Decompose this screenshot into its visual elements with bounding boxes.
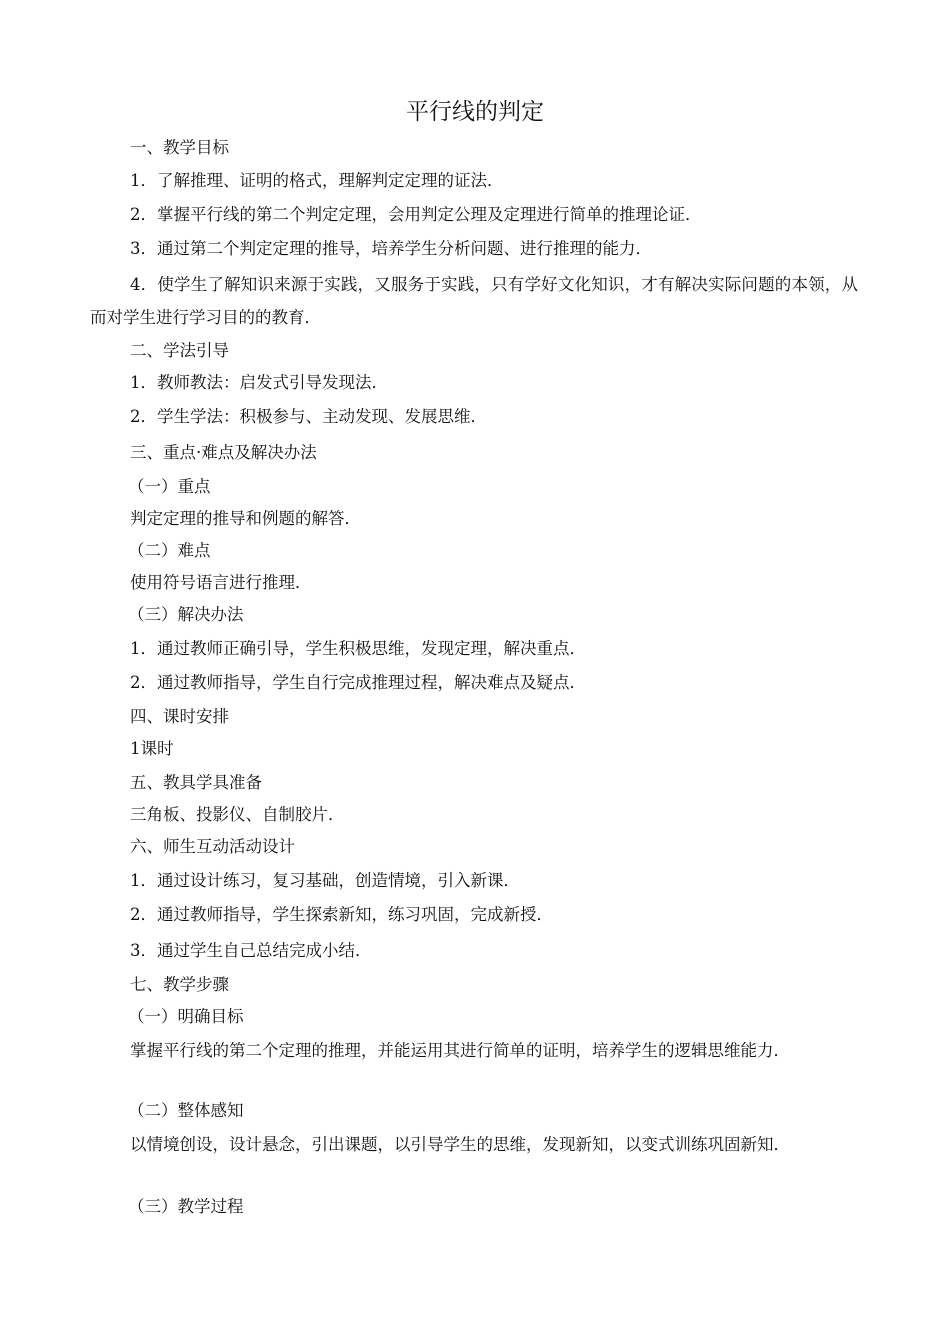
schedule-text: 1课时	[130, 739, 174, 758]
objective-item-3: 3．通过第二个判定定理的推导，培养学生分析问题、进行推理的能力．	[130, 239, 652, 258]
method-item-1: 1．教师教法：启发式引导发现法．	[130, 373, 388, 392]
key-point-text: 判定定理的推导和例题的解答．	[130, 509, 361, 528]
activity-item-3: 3．通过学生自己总结完成小结．	[130, 941, 372, 960]
activity-item-1: 1．通过设计练习，复习基础，创造情境，引入新课．	[130, 871, 520, 890]
solution-item-1: 1．通过教师正确引导，学生积极思维，发现定理，解决重点．	[130, 639, 586, 658]
subheading-key-point: （一）重点	[128, 477, 211, 496]
method-item-2: 2．学生学法：积极参与、主动发现、发展思维．	[130, 407, 487, 426]
activity-item-2: 2．通过教师指导，学生探索新知，练习巩固，完成新授．	[130, 905, 553, 924]
solution-item-2: 2．通过教师指导，学生自行完成推理过程，解决难点及疑点．	[130, 673, 586, 692]
subheading-clear-goal: （一）明确目标	[128, 1007, 244, 1026]
clear-goal-text: 掌握平行线的第二个定理的推理，并能运用其进行简单的证明，培养学生的逻辑思维能力．	[130, 1041, 790, 1060]
subheading-difficulty: （二）难点	[128, 541, 211, 560]
objective-item-2: 2．掌握平行线的第二个判定定理，会用判定公理及定理进行简单的推理论证．	[130, 205, 702, 224]
section-heading-activities: 六、师生互动活动设计	[130, 837, 295, 856]
objective-item-1: 1．了解推理、证明的格式，理解判定定理的证法．	[130, 171, 504, 190]
section-heading-materials: 五、教具学具准备	[130, 773, 262, 792]
materials-text: 三角板、投影仪、自制胶片．	[130, 805, 345, 824]
document-title: 平行线的判定	[406, 99, 544, 125]
overall-perception-text: 以情境创设，设计悬念，引出课题，以引导学生的思维，发现新知，以变式训练巩固新知．	[130, 1135, 790, 1154]
section-heading-objectives: 一、教学目标	[130, 138, 229, 157]
section-heading-key-points: 三、重点·难点及解决办法	[130, 443, 317, 462]
subheading-overall-perception: （二）整体感知	[128, 1101, 244, 1120]
difficulty-text: 使用符号语言进行推理．	[130, 573, 312, 592]
subheading-solution: （三）解决办法	[128, 605, 244, 624]
objective-item-4: 4．使学生了解知识来源于实践，又服务于实践，只有学好文化知识，才有解决实际问题的本领，从而对学生进行学习目的的教育．	[90, 275, 858, 327]
section-heading-steps: 七、教学步骤	[130, 975, 229, 994]
subheading-teaching-process: （三）教学过程	[128, 1197, 244, 1216]
section-heading-method: 二、学法引导	[130, 341, 229, 360]
section-heading-schedule: 四、课时安排	[130, 707, 229, 726]
